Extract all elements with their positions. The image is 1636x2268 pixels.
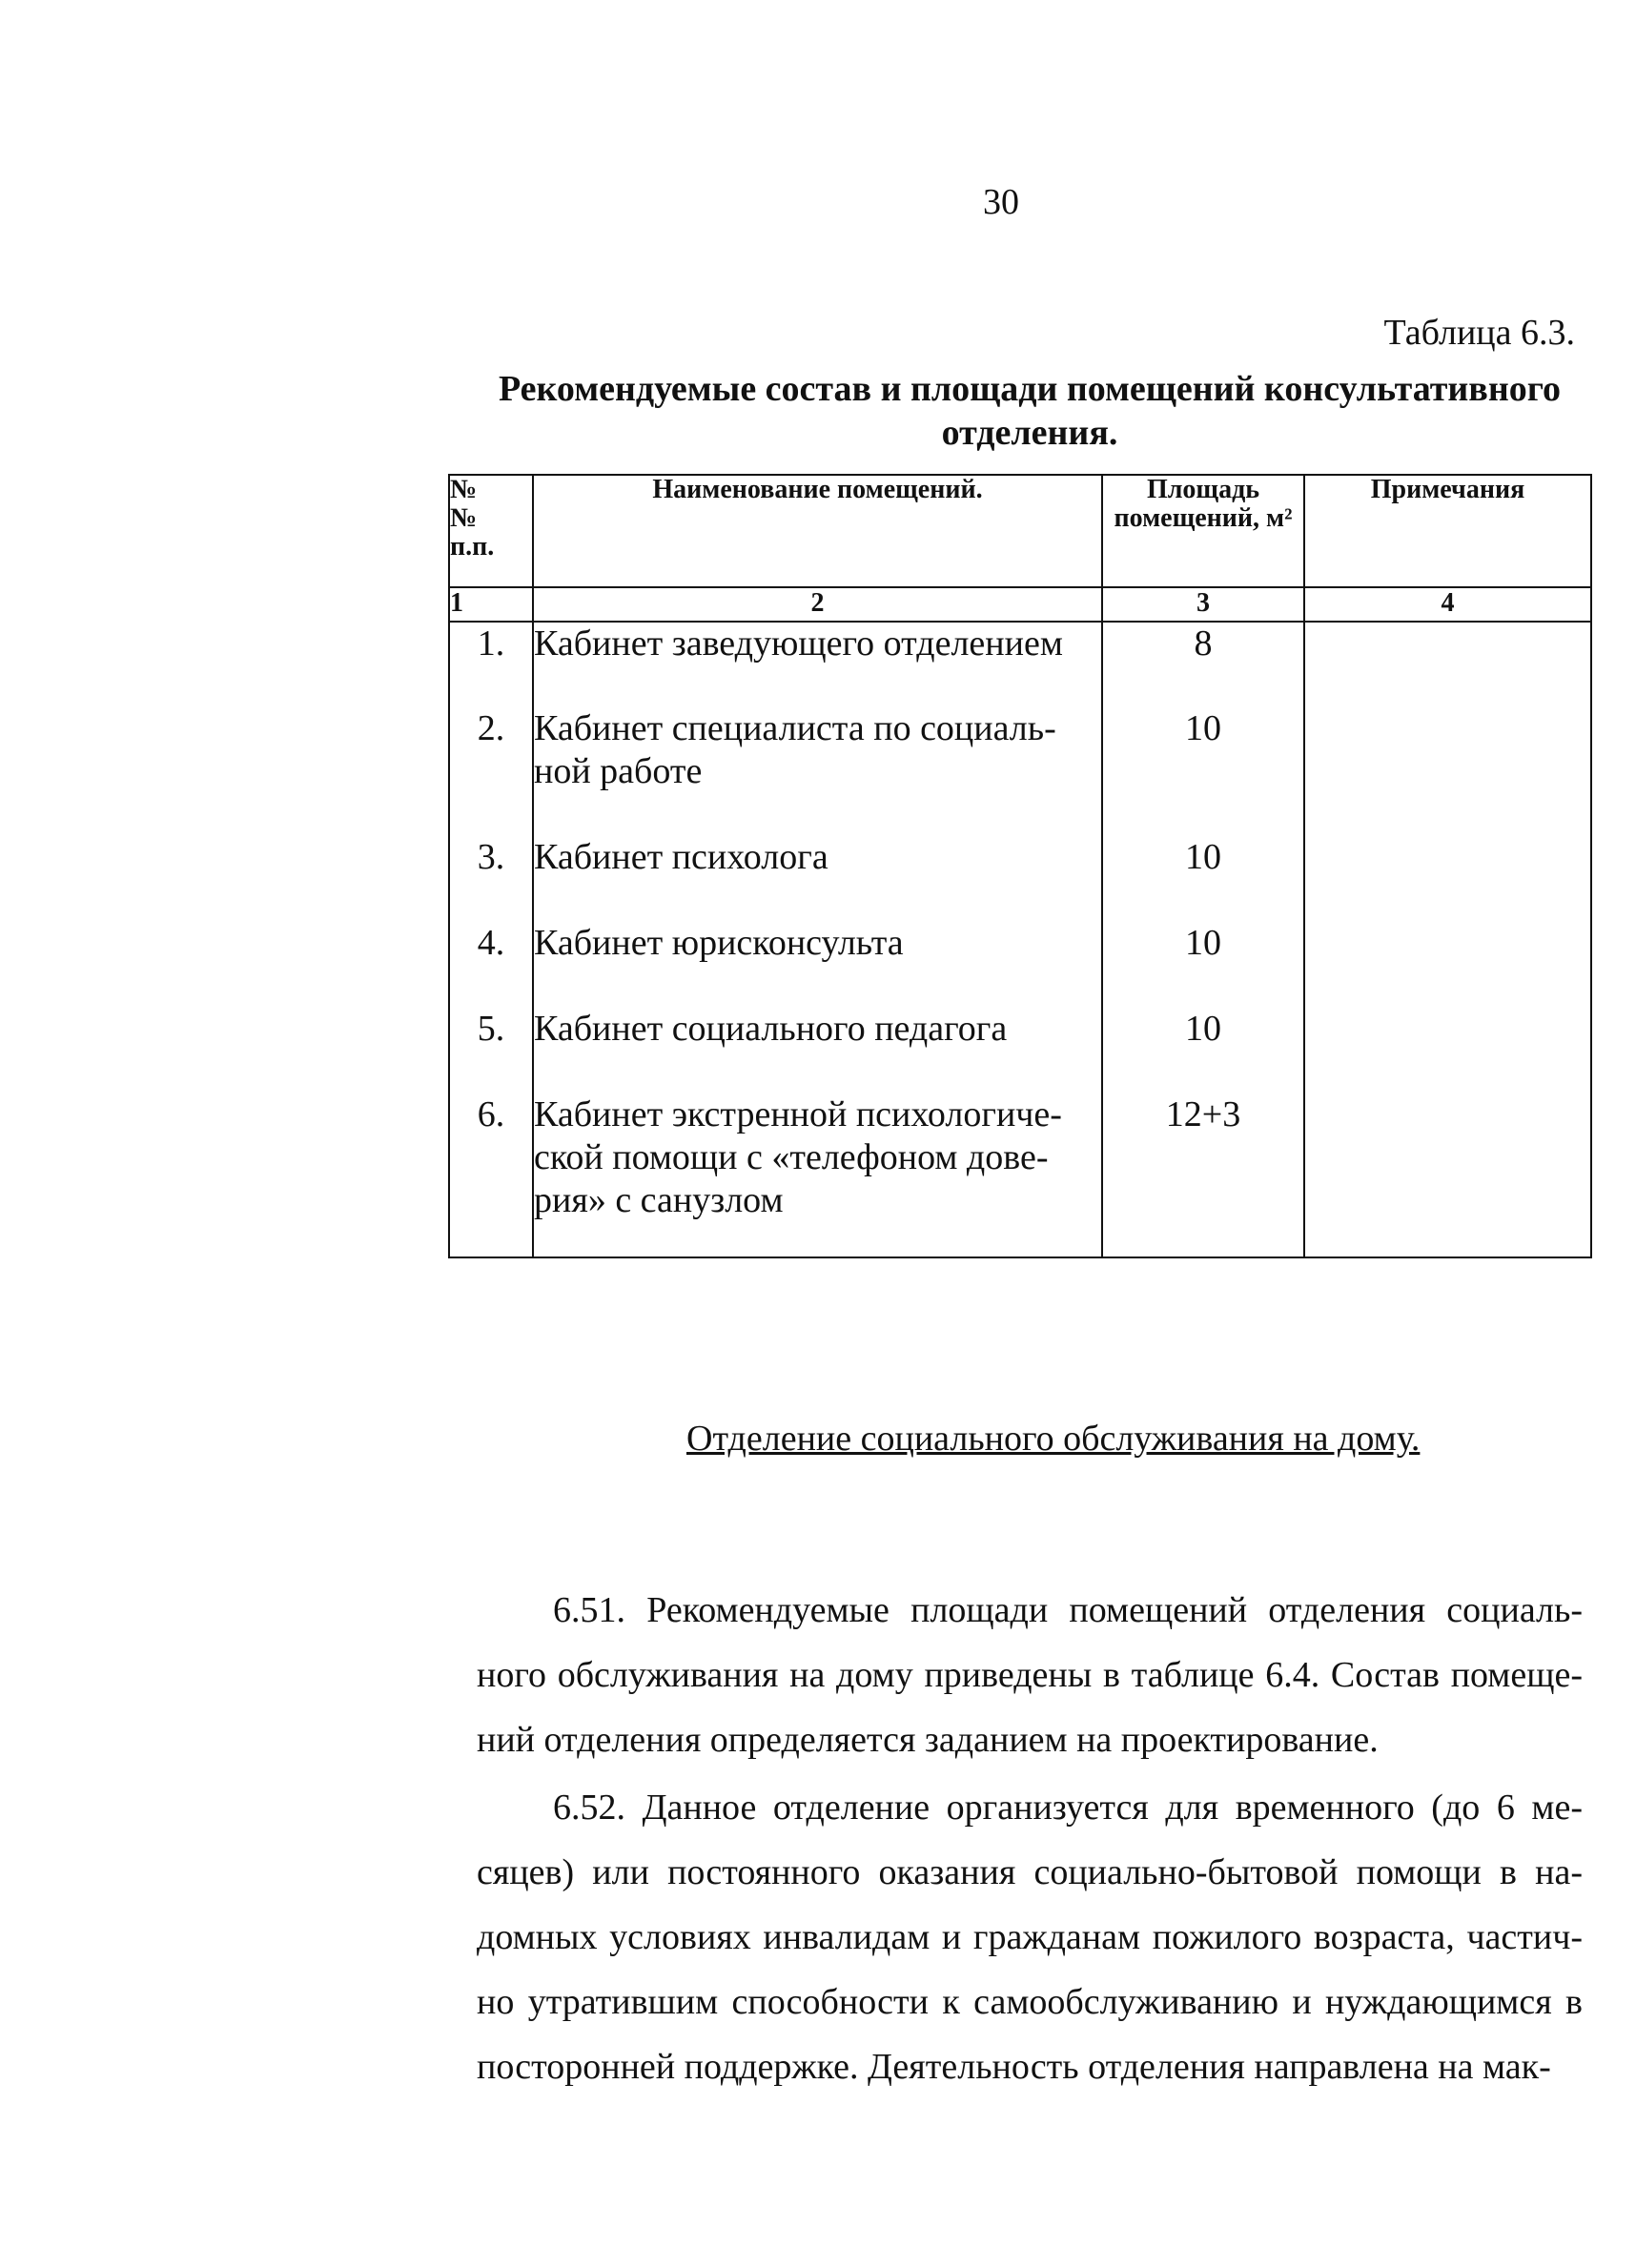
room-note xyxy=(1304,1093,1591,1257)
table-row xyxy=(449,1008,1591,1093)
header-area: Площадь помещений, м² xyxy=(1102,475,1304,587)
table-row xyxy=(449,622,1591,707)
room-name: Кабинет специалиста по социаль- ной работе xyxy=(533,707,1102,836)
room-area: 10 xyxy=(1102,707,1304,836)
header-number: № № п.п. xyxy=(449,475,533,587)
room-name: Кабинет заведующего отделением xyxy=(533,622,1102,707)
room-area: 8 xyxy=(1102,622,1304,707)
row-number: 3. xyxy=(449,836,533,922)
room-area: 10 xyxy=(1102,1008,1304,1093)
room-note xyxy=(1304,1008,1591,1093)
room-area: 10 xyxy=(1102,922,1304,1008)
header-notes: Примечания xyxy=(1304,475,1591,587)
table-row xyxy=(449,707,1591,836)
row-number: 2. xyxy=(449,707,533,836)
paragraph xyxy=(477,1578,1583,1772)
room-note xyxy=(1304,707,1591,836)
section-heading: Отделение социального обслуживания на дому. xyxy=(686,1419,1421,1459)
paragraph-text: 6.51. Рекомендуемые площади помещений отделения социаль-ного обслуживания на дому приведены в таблице 6.4. Состав помеще-ний отделения определяется заданием на проектирование. xyxy=(477,1590,1583,1760)
row-number: 6. xyxy=(449,1093,533,1257)
column-number: 2 xyxy=(533,587,1102,622)
table-title: Рекомендуемые состав и площади помещений консультативного отделения. xyxy=(498,369,1562,453)
column-number: 4 xyxy=(1304,587,1591,622)
table-row xyxy=(449,836,1591,922)
table-row xyxy=(449,922,1591,1008)
column-number: 1 xyxy=(449,587,533,622)
column-number-row xyxy=(449,587,1591,622)
room-area: 12+3 xyxy=(1102,1093,1304,1257)
row-number: 1. xyxy=(449,622,533,707)
room-name: Кабинет экстренной психологиче- ской помощи с «телефоном дове- рия» с санузлом xyxy=(533,1093,1102,1257)
room-name: Кабинет психолога xyxy=(533,836,1102,922)
room-note xyxy=(1304,922,1591,1008)
table-header-row xyxy=(449,475,1591,587)
header-room-name: Наименование помещений. xyxy=(533,475,1102,587)
paragraph-text: 6.52. Данное отделение организуется для временного (до 6 ме-сяцев) или постоянного оказания социально-бытовой помощи в на-домных условиях инвалидам и гражданам пожилого возраста, частич-но утратившим способности к самообслуживанию и нуждающимся в посторонней поддержке. Деятельность отделения направлена на мак- xyxy=(477,1788,1583,2087)
rooms-table xyxy=(448,474,1592,1258)
paragraph xyxy=(477,1775,1583,2099)
table-label: Таблица 6.3. xyxy=(1383,313,1575,353)
room-note xyxy=(1304,622,1591,707)
page-number: 30 xyxy=(983,182,1019,222)
room-area: 10 xyxy=(1102,836,1304,922)
room-note xyxy=(1304,836,1591,922)
row-number: 4. xyxy=(449,922,533,1008)
room-name: Кабинет социального педагога xyxy=(533,1008,1102,1093)
room-name: Кабинет юрисконсульта xyxy=(533,922,1102,1008)
column-number: 3 xyxy=(1102,587,1304,622)
row-number: 5. xyxy=(449,1008,533,1093)
table-row xyxy=(449,1093,1591,1257)
